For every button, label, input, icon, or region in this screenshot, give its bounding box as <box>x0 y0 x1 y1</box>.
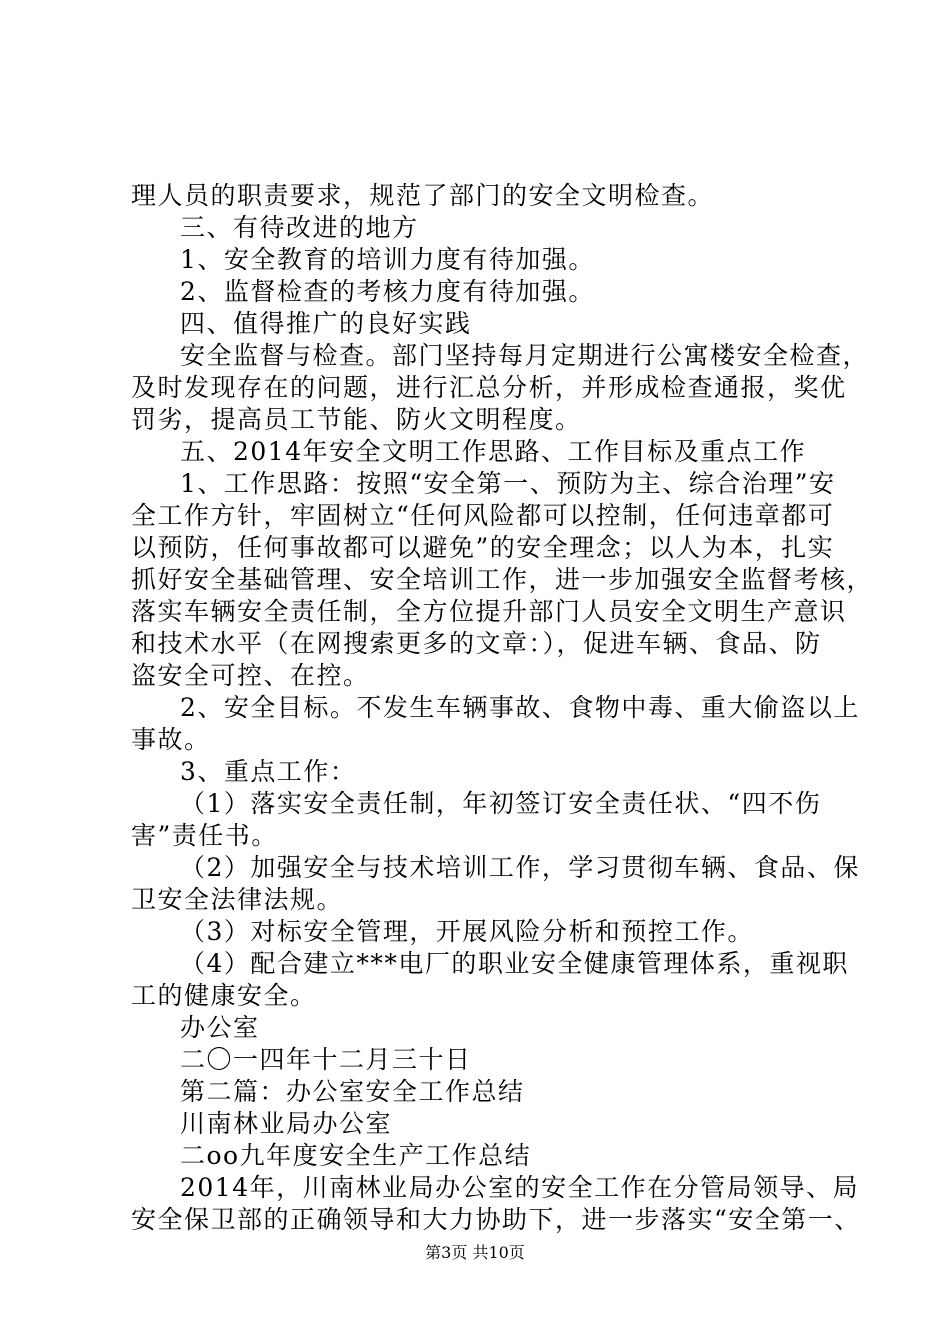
text-line: 2、监督检查的考核力度有待加强。 <box>180 277 595 306</box>
text-line: 工的健康安全。 <box>131 981 317 1010</box>
text-line: 1、工作思路：按照“安全第一、预防为主、综合治理”安 <box>180 469 836 498</box>
text-line: 安全保卫部的正确领导和大力协助下，进一步落实“安全第一、 <box>131 1205 861 1234</box>
text-line: （3）对标安全管理，开展风险分析和预控工作。 <box>180 917 754 946</box>
text-line: 第二篇：办公室安全工作总结 <box>180 1077 525 1106</box>
text-line: 害”责任书。 <box>131 821 278 850</box>
text-line: 2014年，川南林业局办公室的安全工作在分管局领导、局 <box>180 1173 860 1202</box>
text-line: 和技术水平（在网搜索更多的文章：），促进车辆、食品、防 <box>131 629 822 658</box>
text-line: 三、有待改进的地方 <box>180 213 419 242</box>
text-line: 卫安全法律法规。 <box>131 885 344 914</box>
text-line: 办公室 <box>180 1013 260 1042</box>
text-line: 抓好安全基础管理、安全培训工作，进一步加强安全监督考核， <box>131 565 874 594</box>
text-line: 二oo九年度安全生产工作总结 <box>180 1141 532 1170</box>
text-line: 3、重点工作： <box>180 757 357 786</box>
text-line: 2、安全目标。不发生车辆事故、食物中毒、重大偷盗以上 <box>180 693 860 722</box>
text-line: 二〇一四年十二月三十日 <box>180 1045 472 1074</box>
text-line: 事故。 <box>131 725 211 754</box>
text-line: 及时发现存在的问题，进行汇总分析，并形成检查通报，奖优 <box>131 373 847 402</box>
text-line: 川南林业局办公室 <box>180 1109 393 1138</box>
text-line: 五、2014年安全文明工作思路、工作目标及重点工作 <box>180 437 807 466</box>
text-line: （2）加强安全与技术培训工作，学习贯彻车辆、食品、保 <box>180 853 860 882</box>
text-line: （4）配合建立***电厂的职业安全健康管理体系，重视职 <box>180 949 849 978</box>
text-line: 安全监督与检查。部门坚持每月定期进行公寓楼安全检查， <box>180 341 870 370</box>
text-line: 1、安全教育的培训力度有待加强。 <box>180 245 595 274</box>
text-line: 落实车辆安全责任制，全方位提升部门人员安全文明生产意识 <box>131 597 847 626</box>
page-footer: 第3页 共10页 <box>425 1243 525 1262</box>
text-line: 全工作方针，牢固树立“任何风险都可以控制，任何违章都可 <box>131 501 835 530</box>
text-line: 理人员的职责要求，规范了部门的安全文明检查。 <box>131 181 715 210</box>
text-line: （1）落实安全责任制，年初签订安全责任状、“四不伤 <box>180 789 822 818</box>
text-line: 罚劣，提高员工节能、防火文明程度。 <box>131 405 582 434</box>
text-line: 以预防，任何事故都可以避免”的安全理念；以人为本，扎实 <box>131 533 835 562</box>
text-line: 盗安全可控、在控。 <box>131 661 370 690</box>
text-line: 四、值得推广的良好实践 <box>180 309 472 338</box>
